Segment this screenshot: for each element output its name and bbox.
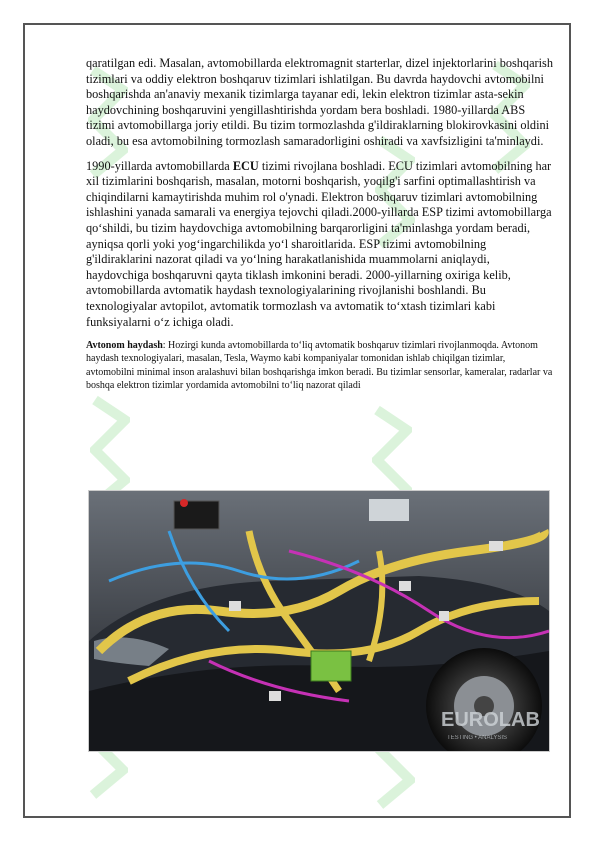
paragraph-2-rest: tizimi rivojlana boshladi. ECU tizimlari avtomobilning har xil tizimlarini boshqarish, masalan, motorni boshqarish, yoqilg'i sarfini optimallashtirish va chiqindilarni kamaytirishda muhim rol o'ynadi. Elektron boshqaruv tizimlari avtomobilning ishlashini yanada samarali va energiya tejovchi qiladi.2000-yillarda ESP tizimi avtomobillarga qo‘shildi, bu tizim haydovchiga avtomobilning barqarorligini ta'minlashga yordam beradi, ayniqsa qorli yoki yog‘ingarchilikda yo‘l sharoitlarida. ESP tizimi avtomobilning g'ildiraklarini nazorat qiladi va yo‘lning harakatlanishida muammolarni aniqlaydi, haydovchiga boshqaruvni qayta tiklash imkonini beradi. 2000-yillarning oxiriga kelib, avtomobillarda avtomatik haydash texnologiyalarining rivojlanishi boshlandi. Bu texnologiyalar avtopilot, avtomatik tormozlash va avtomatik to‘xtash tizimlari kabi funksiyalarni o‘z ichiga oladi. xyxy=(86,158,552,329)
autonomous-driving-term: Avtonom haydash xyxy=(86,340,163,352)
car-wiring-illustration xyxy=(89,491,549,751)
car-wiring-image xyxy=(88,490,550,752)
paragraph-3 xyxy=(86,339,554,392)
eurolab-logo: EUROLAB xyxy=(441,709,540,731)
paragraph-2-start: 1990-yillarda avtomobillarda xyxy=(86,158,233,173)
paragraph-3-rest: : Hozirgi kunda avtomobillarda to‘liq avtomatik boshqaruv tizimlari rivojlanmoqda. Avtonom haydash texnologiyalari, masalan, Tesla, Waymo kabi kompaniyalar tomonidan ishlab chiqilgan tizimlar, avtomobilni minimal inson aralashuvi bilan boshqarishga imkon beradi. Bu tizimlar sensorlar, kameralar, radarlar va boshqa elektron tizimlar yordamida avtomobilni to‘liq nazorat qiladi xyxy=(86,340,553,391)
paragraph-1: qaratilgan edi. Masalan, avtomobillarda elektromagnit starterlar, dizel injektorlarini boshqarish tizimlari va oddiy elektron boshqaruv tizimlari ishlatilgan. Bu davrda haydovchi avtomobilni boshqarishda an'anaviy mexanik tizimlarga tayanar edi, lekin elektron tizimlar asta-sekin haydovchining boshqaruvini yengillashtirishda yordam bera boshladi. 1980-yillarda ABS tizimi avtomobillarga joriy etildi. Bu tizim tormozlashda g'ildiraklarning blokirovkasini oldini oladi, bu esa avtomobilning tormozlash samaradorligini oshiradi va xavfsizligini ta'minlaydi. xyxy=(86,56,553,148)
document-body xyxy=(86,56,554,392)
ecu-term: ECU xyxy=(232,158,259,173)
paragraph-2 xyxy=(86,159,554,331)
eurolab-logo-subtitle: TESTING • ANALYSIS xyxy=(447,735,508,741)
